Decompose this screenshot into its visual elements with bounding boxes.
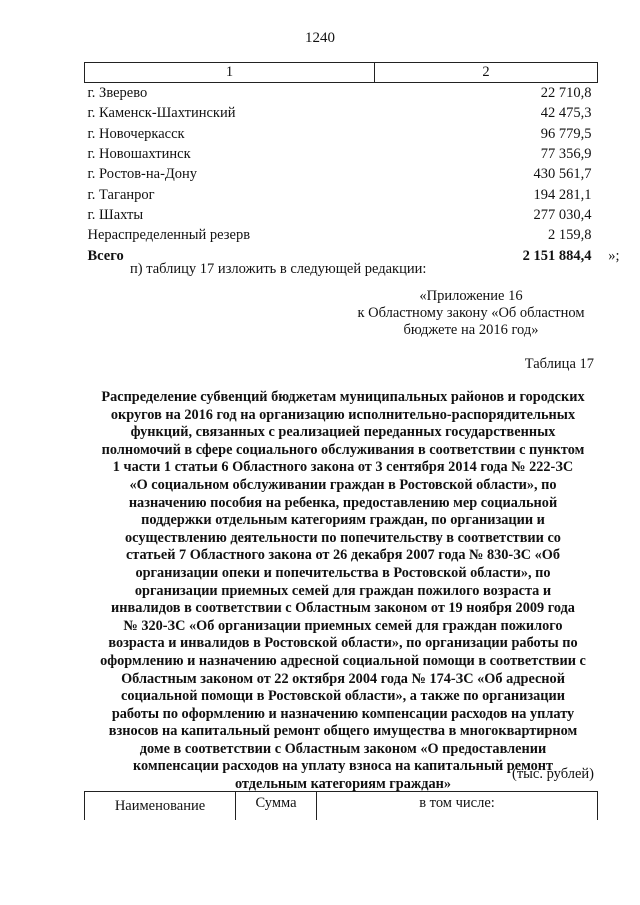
table-header-row: [85, 792, 598, 821]
table-row: [85, 225, 598, 245]
row-value: 2 159,8: [548, 227, 592, 244]
table-row: [85, 83, 598, 104]
appendix-line: к Областному закону «Об областном: [357, 305, 585, 321]
title-line: работы по оформлению и назначению компенсации расходов на уплату: [111, 705, 575, 722]
title-line: организации опеки и попечительства в Ростовской области», по: [135, 564, 551, 581]
table-row: [85, 103, 598, 123]
total-label: Всего: [87, 247, 124, 264]
title-line: возраста и инвалидов в Ростовской области», по организации работы по: [108, 635, 578, 652]
column-header-1: 1: [85, 63, 375, 83]
title-line: доме в соответствии с Областным законом «О предоставлении: [139, 740, 547, 757]
row-value: 77 356,9: [540, 146, 592, 163]
table-row: [85, 205, 598, 225]
title-line: организации приемных семей для граждан пожилого возраста и: [134, 582, 552, 599]
title-line: социальной помощи в Ростовской области», а также по организации: [121, 688, 565, 705]
row-value: 22 710,8: [540, 85, 592, 102]
title-line: округов на 2016 год на организацию исполнительно-распорядительных: [110, 406, 576, 423]
table-header-row: [85, 63, 598, 83]
column-header-2: 2: [375, 63, 598, 83]
title-line: осуществлению деятельности по попечительству в соответствии со: [125, 529, 561, 546]
title-line: полномочий в сфере социального обслуживания в соответствии с пунктом: [101, 441, 585, 458]
row-name: г. Ростов-на-Дону: [87, 166, 198, 183]
title-line: назначению пособия на ребенка, предоставлению мер социальной: [128, 494, 558, 511]
column-header-sum: Сумма: [236, 792, 317, 821]
column-header-name: Наименование: [85, 792, 236, 821]
quote-end-mark: »;: [608, 247, 620, 264]
title-line: инвалидов в соответствии с Областным законом от 19 ноября 2009 года: [111, 600, 575, 617]
table-row: [85, 144, 598, 164]
appendix-reference: [340, 288, 602, 339]
table-title: [78, 389, 608, 794]
title-line: отдельным категориям граждан»: [234, 776, 452, 793]
row-name: г. Каменск-Шахтинский: [87, 105, 236, 122]
title-line: функций, связанных с реализацией переданных государственных: [130, 424, 556, 441]
title-line: компенсации расходов на уплату взноса на капитальный ремонт: [132, 758, 554, 775]
row-name: Нераспределенный резерв: [87, 227, 251, 244]
row-name: г. Новочеркасск: [87, 125, 185, 142]
row-value: 194 281,1: [533, 186, 592, 203]
total-value: 2 151 884,4: [522, 247, 592, 264]
appendix-line: «Приложение 16: [419, 288, 523, 304]
row-value: 430 561,7: [533, 166, 592, 183]
page-number: 1240: [305, 30, 335, 46]
title-line: № 320-ЗС «Об организации приемных семей для граждан пожилого: [123, 617, 563, 634]
title-line: поддержки отдельным категориям граждан, по организации и: [141, 512, 545, 529]
title-line: Распределение субвенций бюджетам муниципальных районов и городских: [101, 389, 585, 405]
title-line: статьей 7 Областного закона от 26 декабря 2007 года № 830-ЗС «Об: [125, 547, 561, 564]
row-value: 42 475,3: [540, 105, 592, 122]
title-line: оформлению и назначению адресной социальной помощи в соответствии с: [100, 652, 586, 669]
row-name: г. Новошахтинск: [87, 146, 191, 163]
subsidy-table-bottom: [84, 791, 598, 820]
appendix-line: бюджете на 2016 год»: [403, 322, 539, 338]
row-name: г. Шахты: [87, 206, 144, 223]
row-value: 277 030,4: [533, 206, 592, 223]
row-name: г. Таганрог: [87, 186, 155, 203]
column-header-including: в том числе:: [317, 792, 598, 821]
table-row: [85, 164, 598, 184]
row-name: г. Зверево: [87, 85, 148, 102]
table-row: [85, 184, 598, 204]
row-value: 96 779,5: [540, 125, 592, 142]
units-label: (тыс. рублей): [512, 766, 594, 782]
title-line: 1 части 1 статьи 6 Областного закона от 3 сентября 2014 года № 222-ЗС: [112, 459, 574, 476]
title-line: взносов на капитальный ремонт общего имущества в многоквартирном: [108, 723, 578, 740]
subsidy-table-top: [84, 62, 620, 266]
title-line: Областным законом от 22 октября 2004 года № 174-ЗС «Об адресной: [121, 670, 565, 687]
table-row: [85, 124, 598, 144]
title-line: «О социальном обслуживании граждан в Ростовской области», по: [129, 476, 557, 493]
table-label: Таблица 17: [524, 356, 594, 372]
amendment-instruction: п) таблицу 17 изложить в следующей редакции:: [130, 261, 427, 277]
